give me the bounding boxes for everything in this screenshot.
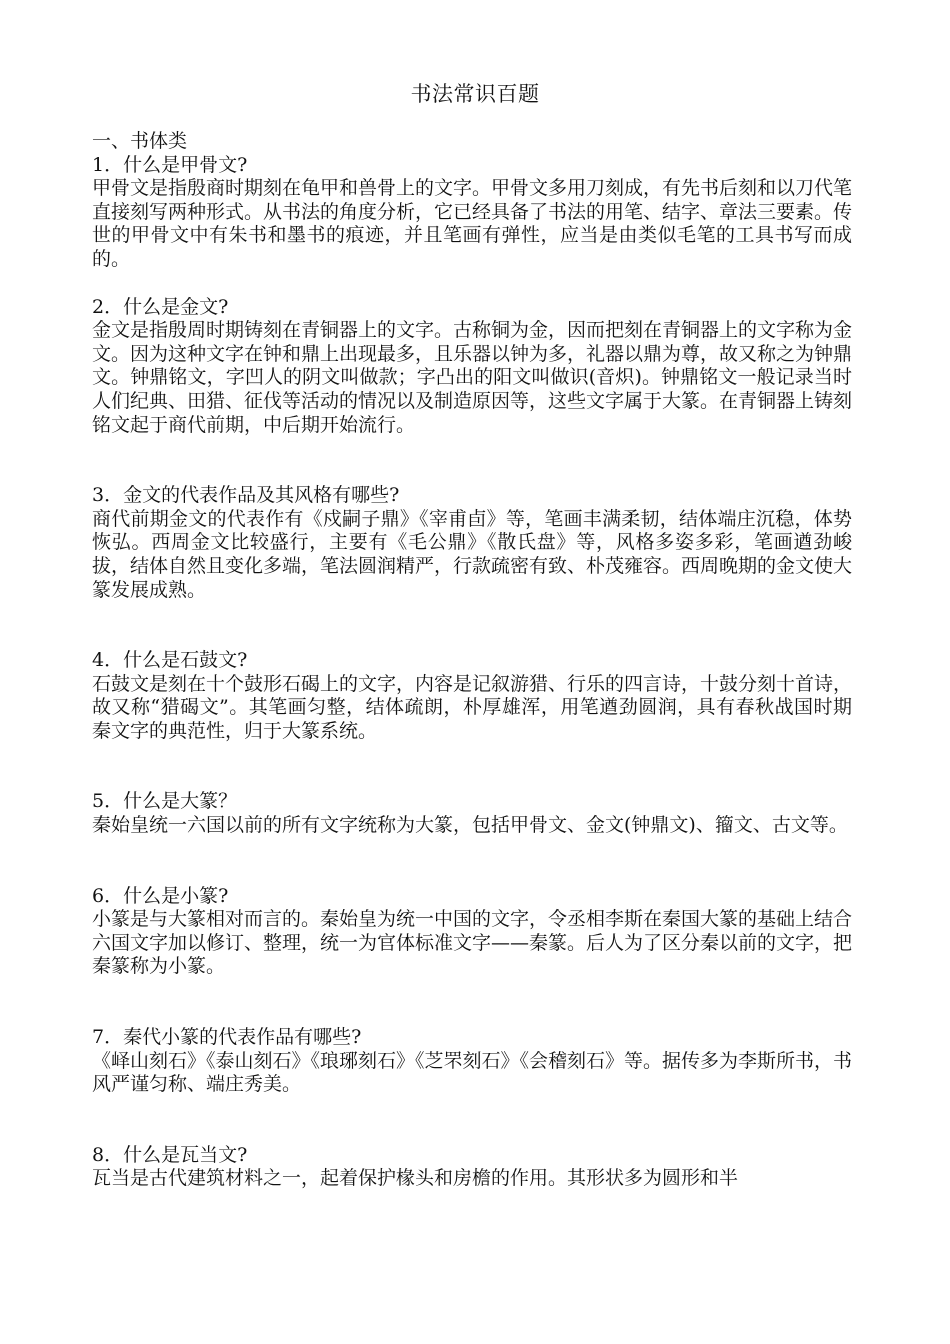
answer-8: 瓦当是古代建筑材料之一，起着保护椽头和房檐的作用。其形状多为圆形和半 xyxy=(92,1167,739,1190)
question-4: 4．什么是石鼓文? xyxy=(92,649,248,672)
question-2: 2．什么是金文? xyxy=(92,295,229,318)
question-1: 1．什么是甲骨文? xyxy=(92,153,248,176)
question-8: 8．什么是瓦当文? xyxy=(92,1143,248,1166)
answer-6: 小篆是与大篆相对而言的。秦始皇为统一中国的文字，令丞相李斯在秦国大篆的基础上结合六国文字加以修订、整理，统一为官体标准文字——秦篆。后人为了区分秦以前的文字，把秦篆称为小篆。 xyxy=(92,908,853,978)
qa-item-4 xyxy=(92,649,852,743)
document-body xyxy=(92,130,852,1191)
question-5: 5．什么是大篆？ xyxy=(92,790,238,813)
qa-item-2 xyxy=(92,296,852,438)
qa-item-7 xyxy=(92,1026,852,1097)
question-3: 3．金文的代表作品及其风格有哪些? xyxy=(92,484,400,507)
answer-7: 《峄山刻石》《泰山刻石》《琅琊刻石》《芝罘刻石》《会稽刻石》等。据传多为李斯所书，书风严谨匀称、端庄秀美。 xyxy=(92,1049,853,1096)
answer-4: 石鼓文是刻在十个鼓形石碣上的文字，内容是记叙游猎、行乐的四言诗，十鼓分刻十首诗，故又称“猎碣文”。其笔画匀整，结体疏朗，朴厚雄浑，用笔遒劲圆润，具有春秋战国时期秦文字的典范性，归于大篆系统。 xyxy=(92,672,853,742)
qa-item-5 xyxy=(92,790,852,837)
section-heading: 一、书体类 xyxy=(92,130,188,152)
question-6: 6．什么是小篆? xyxy=(92,884,229,907)
answer-3: 商代前期金文的代表作有《戍嗣子鼎》《宰甫卣》等，笔画丰满柔韧，结体端庄沉稳，体势恢弘。西周金文比较盛行，主要有《毛公鼎》《散氏盘》等，风格多姿多彩，笔画遒劲峻拔，结体自然且变化多端，笔法圆润精严，行款疏密有致、朴茂雍容。西周晚期的金文使大篆发展成熟。 xyxy=(92,507,853,601)
answer-5: 秦始皇统一六国以前的所有文字统称为大篆，包括甲骨文、金文(钟鼎文)、籀文、古文等。 xyxy=(92,814,848,837)
qa-item-6 xyxy=(92,885,852,979)
qa-item-3 xyxy=(92,484,852,602)
answer-1: 甲骨文是指殷商时期刻在龟甲和兽骨上的文字。甲骨文多用刀刻成，有先书后刻和以刀代笔直接刻写两种形式。从书法的角度分析，它已经具备了书法的用笔、结字、章法三要素。传世的甲骨文中有朱书和墨书的痕迹，并且笔画有弹性，应当是由类似毛笔的工具书写而成的。 xyxy=(92,177,853,270)
answer-2: 金文是指殷周时期铸刻在青铜器上的文字。古称铜为金，因而把刻在青铜器上的文字称为金文。因为这种文字在钟和鼎上出现最多，且乐器以钟为多，礼器以鼎为尊，故又称之为钟鼎文。钟鼎铭文，字凹人的阴文叫做款；字凸出的阳文叫做识(音炽)。钟鼎铭文一般记录当时人们纪典、田猎、征伐等活动的情况以及制造原因等，这些文字属于大篆。在青铜器上铸刻铭文起于商代前期，中后期开始流行。 xyxy=(92,319,853,436)
document-title: 书法常识百题 xyxy=(410,82,540,106)
qa-item-8 xyxy=(92,1144,852,1191)
question-7: 7．秦代小篆的代表作品有哪些? xyxy=(92,1026,362,1049)
qa-item-1 xyxy=(92,154,852,272)
